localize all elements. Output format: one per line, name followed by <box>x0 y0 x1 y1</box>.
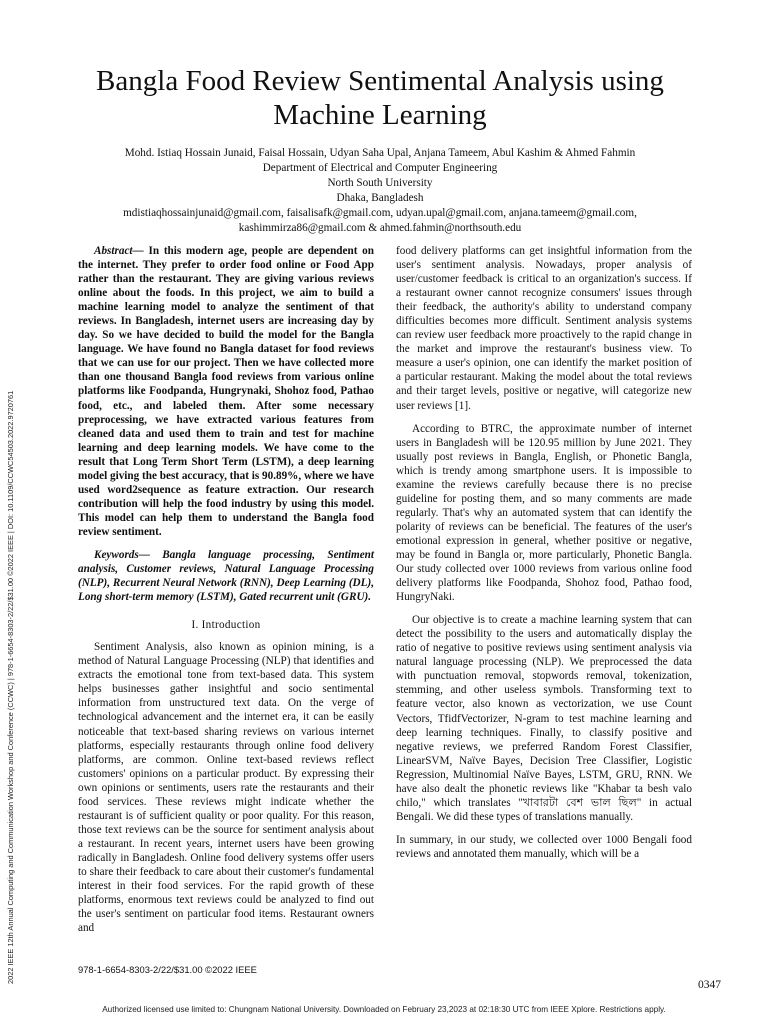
keywords <box>78 548 374 604</box>
page-number: 0347 <box>698 979 721 991</box>
author-emails-1: mdistiaqhossainjunaid@gmail.com, faisalisafk@gmail.com, udyan.upal@gmail.com, anjana.tameem@gmail.com, <box>123 207 637 219</box>
title-line-2: Machine Learning <box>273 99 487 131</box>
abstract-text: In this modern age, people are dependent on the internet. They prefer to order food online or Food App rather than the restaurant. They are giving various reviews online about the foods. In this project, we aim to build a machine learning model to analyze the sentiment of that reviews. In Bangladesh, internet users are increasing day by day. So we have decided to build the model for the Bangla language. We have found no Bangla dataset for food reviews that we can use for our project. Then we have collected more than one thousand Bangla food reviews from various online platforms like Foodpanda, Hungrynaki, Shohoz food, Pathao food, etc., and labeled them. After some necessary preprocessing, we have extracted various features from cleaned data and used them to train and test for machine learning and deep learning models. We have come to the result that Long Term Short Term (LSTM), a deep learning model giving the best accuracy, that is 90.89%, where we have used word2sequence as feature extraction. Our research contribution will help the food industry by using this model. This model can help them to understand the Bangla food review sentiment. <box>78 245 374 538</box>
footer-isbn: 978-1-6654-8303-2/22/$31.00 ©2022 IEEE <box>78 964 257 975</box>
author-emails-2: kashimmirza86@gmail.com & ahmed.fahmin@northsouth.edu <box>238 222 522 234</box>
abstract <box>78 244 374 539</box>
title-line-1: Bangla Food Review Sentimental Analysis using <box>96 65 664 97</box>
author-city: Dhaka, Bangladesh <box>336 192 424 204</box>
author-names: Mohd. Istiaq Hossain Junaid, Faisal Hossain, Udyan Saha Upal, Anjana Tameem, Abul Kashim & Ahmed Fahmin <box>124 147 636 159</box>
abstract-label: Abstract— <box>94 245 144 257</box>
right-column <box>396 244 692 870</box>
intro-paragraph-1: Sentiment Analysis, also known as opinion mining, is a method of Natural Language Processing (NLP) that identifies and extracts the emotional tone from text-based data. This system helps businesses gather insightful and socio sentimental information from unstructured text data. On the verge of technological advancement and the internet era, it can be easily noticeable that text-based sharing reviews on various internet platforms, especially restaurants through online food delivery platforms, are common. Online text-based reviews reflect customers' opinions on a particular product. By expressing their own opinions or sentiments, users rate the restaurants and their food services. These reviews might indicate whether the restaurant is of sufficient quality or poor quality. For this reason, those text reviews can be the source for sentiment analysis about a restaurant. In recent years, internet users have been growing radically in Bangladesh. Online food delivery systems offer users to share their feedback to care about their customer's fundamental interest in their food services. For the rapid growth of these platforms, enormous text reviews could be analyzed to find out the user's sentiment on particular food items. Restaurant owners and <box>78 641 374 935</box>
intro-paragraph-5: In summary, in our study, we collected over 1000 Bengali food reviews and annotated them manually, which will be a <box>396 833 692 860</box>
intro-paragraph-2: food delivery platforms can get insightful information from the user's sentiment analysis. Nowadays, proper analysis of user/customer feedback is critical to an organization's success. If a restaurant owner cannot recognize consumers' issues through their feedback, the authority's ability to understand company difficulties becomes more difficult. Sentiment analysis systems can review user feedback more proactively to the rapid change in the market and improve the restaurant's business view. To measure a user's opinion, one can identify the market position of a particular restaurant. Making the model about the total reviews and their target levels, positive or negative, will categorize new user reviews [1]. <box>396 245 692 412</box>
author-block <box>60 146 700 236</box>
side-doi-banner <box>6 240 22 984</box>
keywords-text: Bangla language processing, Sentiment analysis, Customer reviews, Natural Language Processing (NLP), Recurrent Neural Network (RNN), Deep Learning (DL), Long short-term memory (LSTM), Gated recurrent unit (GRU). <box>78 548 374 604</box>
author-department: Department of Electrical and Computer Engineering <box>262 162 498 174</box>
paper-title <box>60 64 700 132</box>
keywords-label: Keywords— <box>94 548 150 561</box>
intro-paragraph-3: According to BTRC, the approximate number of internet users in Bangladesh will be 120.95 million by June 2021. They usually post reviews in Bangla, English, or Phonetic Bangla, which is trendy among smartphone users. It is impossible to examine the reviews carefully because there is no precise guideline for posting them, and so many comments are made regularly. That's why an automated system that can identify the polarity of reviews can be beneficial. The features of the user's emotional expression in general, whether positive or negative, may be found in Bangla or, more particularly, Phonetic Bangla. Our study collected over 1000 reviews from various online food delivery platforms like Foodpanda, Shohoz food, Pathao food, HungryNaki. <box>396 422 692 604</box>
intro-paragraph-4: Our objective is to create a machine learning system that can detect the possibility to the users and automatically display the ratio of negative to positive reviews using sentiment analysis via natural language processing (NLP). We preprocessed the data with punctuation removal, stopwords removal, tokenization, stemming, and other useless symbols. Transforming text to feature vector, also known as vectorization, we use Count Vectors, TfidfVectorizer, N-gram to test machine learning and deep learning techniques. Finally, to classify positive and negative reviews, we preferred Random Forest Classifier, LinearSVM, Naïve Bayes, Decision Tree Classifier, Logistic Regression, Multinomial Naïve Bayes, LSTM, GRU, RNN. We have also dealt the phonetic reviews like "Khabar ta besh valo chilo," which translates "খাবারটা বেশ ভাল ছিল" in actual Bengali. We did these types of translations manually. <box>396 614 692 823</box>
author-university: North South University <box>327 177 433 189</box>
side-doi-text: 2022 IEEE 12th Annual Computing and Communication Workshop and Conference (CCWC) | 978-1-6654-8303-2/22/$31.00 ©2022 IEEE | DOI: 10.1109/CCWC54503.2022.9720761 <box>6 390 15 984</box>
section-heading-introduction: I. Introduction <box>191 619 261 632</box>
left-column <box>78 244 374 944</box>
license-notice: Authorized licensed use limited to: Chungnam National University. Downloaded on February 23,2023 at 02:18:30 UTC from IEEE Xplore. Restrictions apply. <box>102 1005 666 1014</box>
